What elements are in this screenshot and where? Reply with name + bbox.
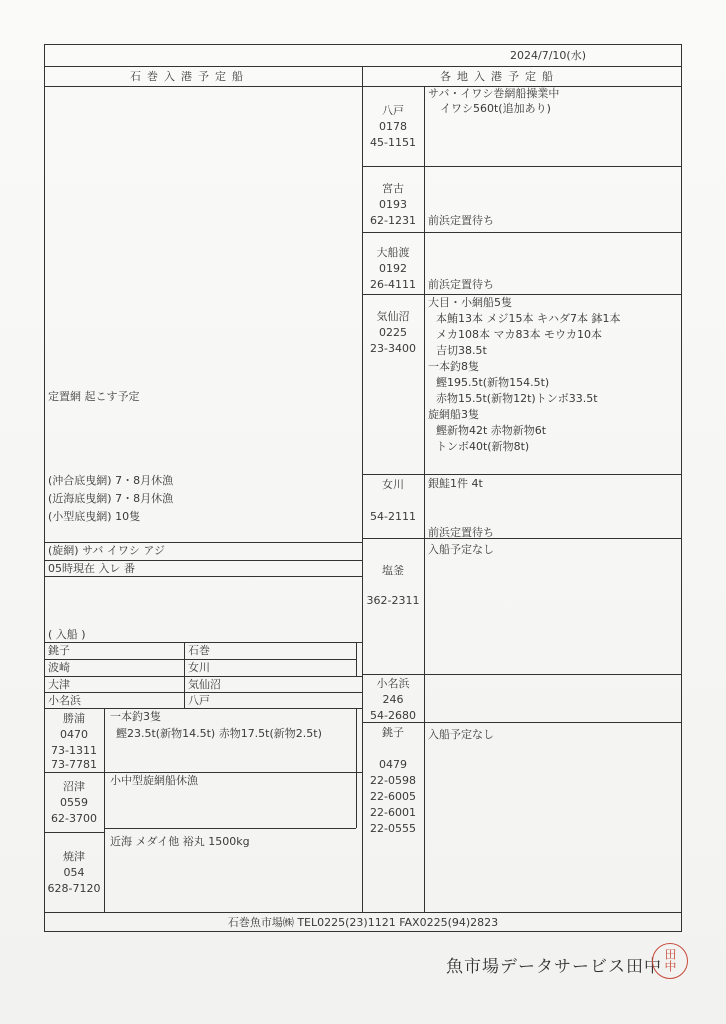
stamp-text: 田中 (663, 948, 677, 972)
port-onagawa: 女川 (382, 478, 404, 491)
rule (362, 166, 682, 167)
port-info: 一本釣8隻 (428, 360, 479, 373)
footer-contact: 石巻魚市場㈱ TEL0225(23)1121 FAX0225(94)2823 (227, 916, 499, 929)
rule (362, 474, 682, 475)
rule (44, 659, 356, 660)
rule (362, 538, 682, 539)
tel: 0192 (379, 262, 407, 275)
tel: 73-1311 (51, 744, 97, 757)
port-info: サバ・イワシ巻網船操業中 (428, 87, 560, 100)
rule (44, 912, 682, 913)
port-info: 小中型旋網船休漁 (110, 774, 198, 787)
rule (44, 676, 362, 677)
tel: 628-7120 (47, 882, 101, 895)
trawl-line: (近海底曳網) 7・8月休漁 (48, 492, 174, 505)
tel: 62-3700 (51, 812, 97, 825)
port-yaizu: 焼津 (63, 850, 85, 863)
rule (44, 576, 362, 577)
rule (44, 708, 362, 709)
port-column-divider (424, 86, 425, 912)
tel: 0559 (60, 796, 88, 809)
port-onahama: 小名浜 (376, 677, 410, 690)
current-status-line: 05時現在 入レ 番 (48, 562, 135, 575)
rule (356, 708, 357, 828)
tel: 22-0598 (370, 774, 416, 787)
port-miyako: 宮古 (382, 182, 404, 195)
port-shiogama: 塩釜 (382, 564, 404, 577)
port-info: 近海 メダイ他 裕丸 1500kg (110, 835, 250, 848)
tel: 0178 (379, 120, 407, 133)
report-date: 2024/7/10(水) (510, 49, 586, 62)
port-info: 旋網船3隻 (428, 408, 479, 421)
tel: 0470 (60, 728, 88, 741)
port-info: 本鮪13本 メジ15本 キハダ7本 鉢1本 (436, 312, 621, 325)
port-info: 入船予定なし (428, 728, 494, 741)
port-info: 赤物15.5t(新物12t)トンボ33.5t (436, 392, 598, 405)
port-info: 前浜定置待ち (428, 526, 494, 539)
port-info: 鰹23.5t(新物14.5t) 赤物17.5t(新物2.5t) (116, 727, 322, 740)
port-choshi: 銚子 (382, 726, 404, 739)
pair-port: 気仙沼 (188, 678, 221, 691)
tel: 26-4111 (370, 278, 416, 291)
port-kesennuma: 気仙沼 (376, 310, 410, 323)
port-info: メカ108本 マカ83本 モウカ10本 (436, 328, 602, 341)
rule (44, 560, 362, 561)
rule (362, 232, 682, 233)
port-info: 入船予定なし (428, 543, 494, 556)
pair-port: 女川 (188, 661, 210, 674)
port-info: 鰹195.5t(新物154.5t) (436, 376, 550, 389)
rule (44, 86, 682, 87)
pair-port: 波崎 (48, 661, 70, 674)
trawl-line: (小型底曳網) 10隻 (48, 510, 141, 523)
port-info: 大目・小網船5隻 (428, 296, 512, 309)
tel: 054 (63, 866, 85, 879)
ishinomaki-header: 石巻入港予定船 (130, 70, 249, 83)
rule (44, 642, 362, 643)
rule (44, 66, 682, 67)
port-info: 吉切38.5t (436, 344, 487, 357)
tel: 246 (382, 693, 404, 706)
port-info: 前浜定置待ち (428, 278, 494, 291)
tel: 54-2111 (370, 510, 416, 523)
port-info: 一本釣3隻 (110, 710, 161, 723)
port-info: イワシ560t(追加あり) (440, 102, 551, 115)
tel: 45-1151 (370, 136, 416, 149)
tel: 23-3400 (370, 342, 416, 355)
tel: 62-1231 (370, 214, 416, 227)
tel: 0479 (379, 758, 407, 771)
tel: 54-2680 (370, 709, 416, 722)
rule (44, 542, 362, 543)
tel: 22-0555 (370, 822, 416, 835)
teichi-note: 定置網 起こす予定 (48, 390, 140, 403)
purse-seine-line: (旋網) サバ イワシ アジ (48, 544, 165, 557)
port-katsuura: 勝浦 (63, 712, 85, 725)
brand-name: 魚市場データサービス田中 (446, 957, 662, 977)
port-numazu: 沼津 (63, 780, 85, 793)
port-info: 前浜定置待ち (428, 214, 494, 227)
port-ofunato: 大船渡 (376, 246, 410, 259)
rule (44, 772, 362, 773)
tel: 73-7781 (51, 758, 97, 771)
tel: 22-6001 (370, 806, 416, 819)
rule (356, 642, 357, 676)
rule (44, 692, 362, 693)
port-info: 鰹新物42t 赤物新物6t (436, 424, 547, 437)
pair-port: 小名浜 (48, 694, 81, 707)
rule (104, 708, 105, 912)
pair-port: 銚子 (48, 644, 70, 657)
seal-stamp (652, 943, 688, 979)
regions-header: 各地入港予定船 (440, 70, 559, 83)
tel: 0193 (379, 198, 407, 211)
rule (44, 832, 104, 833)
trawl-line: (沖合底曳網) 7・8月休漁 (48, 474, 174, 487)
port-hachinohe: 八戸 (382, 104, 404, 117)
rule (104, 828, 356, 829)
incoming-label: ( 入船 ) (48, 628, 86, 641)
pair-port: 大津 (48, 678, 70, 691)
rule (184, 642, 185, 708)
tel: 362-2311 (366, 594, 420, 607)
rule (362, 674, 682, 675)
rule (362, 294, 682, 295)
tel: 0225 (379, 326, 407, 339)
tel: 22-6005 (370, 790, 416, 803)
port-info: トンボ40t(新物8t) (436, 440, 530, 453)
port-info: 銀鮭1件 4t (428, 477, 483, 490)
pair-port: 石巻 (188, 644, 210, 657)
pair-port: 八戸 (188, 694, 210, 707)
